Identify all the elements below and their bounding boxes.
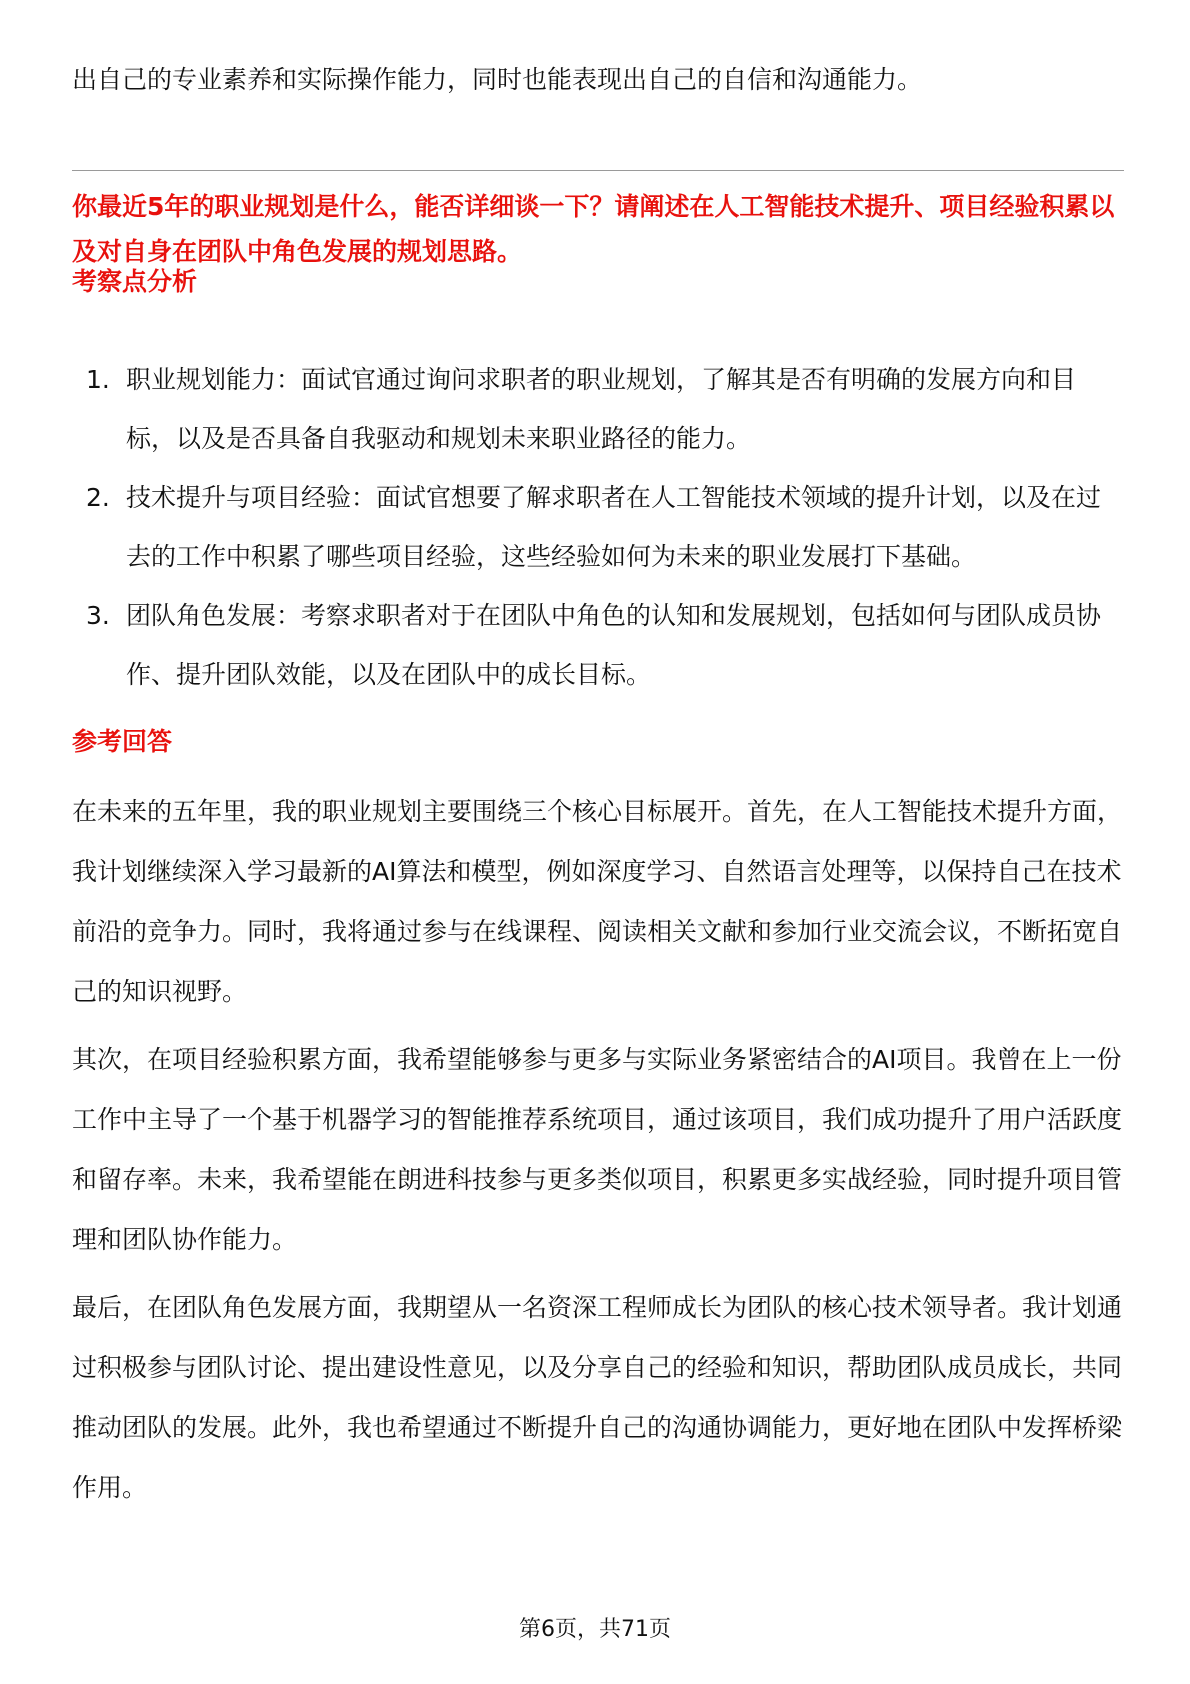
list-item-text: 技术提升与项目经验：面试官想要了解求职者在人工智能技术领域的提升计划，以及在过去的工作中积累了哪些项目经验，这些经验如何为未来的职业发展打下基础。 (126, 483, 1102, 571)
intro-tail-paragraph: 出自己的专业素养和实际操作能力，同时也能表现出自己的自信和沟通能力。 (72, 65, 923, 94)
list-item-number: 2. (86, 483, 110, 512)
question-text: 你最近5年的职业规划是什么，能否详细谈一下？请阐述在人工智能技术提升、项目经验积累以及对自身在团队中角色发展的规划思路。 (72, 192, 1115, 266)
list-item (72, 350, 1122, 468)
list-item (72, 468, 1122, 586)
analysis-heading: 考察点分析 (72, 267, 198, 296)
list-item (72, 586, 1122, 704)
answer-heading: 参考回答 (72, 727, 173, 756)
answer-paragraph-3: 最后，在团队角色发展方面，我期望从一名资深工程师成长为团队的核心技术领导者。我计划通过积极参与团队讨论、提出建设性意见，以及分享自己的经验和知识，帮助团队成员成长，共同推动团队的发展。此外，我也希望通过不断提升自己的沟通协调能力，更好地在团队中发挥桥梁作用。 (72, 1293, 1123, 1502)
list-item-number: 3. (86, 601, 110, 630)
analysis-list (72, 350, 1122, 704)
list-item-text: 团队角色发展：考察求职者对于在团队中角色的认知和发展规划，包括如何与团队成员协作、提升团队效能，以及在团队中的成长目标。 (126, 601, 1102, 689)
page-number-footer: 第6页，共71页 (519, 1617, 671, 1642)
section-divider (72, 170, 1124, 171)
list-item-text: 职业规划能力：面试官通过询问求职者的职业规划，了解其是否有明确的发展方向和目标，以及是否具备自我驱动和规划未来职业路径的能力。 (126, 365, 1077, 453)
list-item-number: 1. (86, 365, 110, 394)
answer-paragraph-2: 其次，在项目经验积累方面，我希望能够参与更多与实际业务紧密结合的AI项目。我曾在上一份工作中主导了一个基于机器学习的智能推荐系统项目，通过该项目，我们成功提升了用户活跃度和留存率。未来，我希望能在朗进科技参与更多类似项目，积累更多实战经验，同时提升项目管理和团队协作能力。 (72, 1045, 1123, 1254)
answer-paragraph-1: 在未来的五年里，我的职业规划主要围绕三个核心目标展开。首先，在人工智能技术提升方面，我计划继续深入学习最新的AI算法和模型，例如深度学习、自然语言处理等，以保持自己在技术前沿的竞争力。同时，我将通过参与在线课程、阅读相关文献和参加行业交流会议，不断拓宽自己的知识视野。 (72, 797, 1123, 1006)
